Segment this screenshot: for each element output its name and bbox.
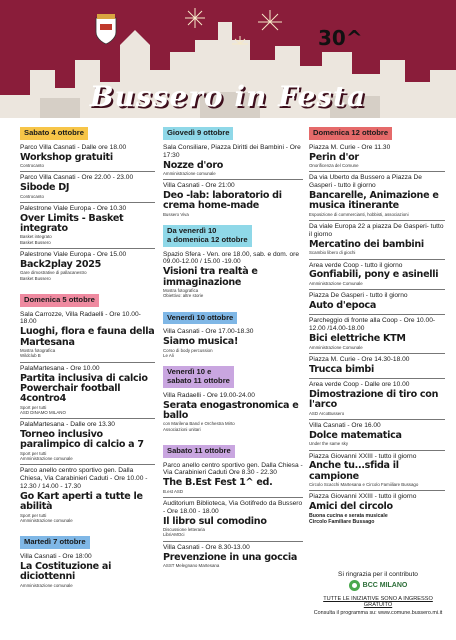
event-place: Villa Casnati - Ore 17.00-18.30 <box>163 328 254 336</box>
event-name: Go Kart aperti a tutte le abilità <box>20 491 143 513</box>
event-item <box>309 221 445 259</box>
event-place: PalaMartesana - Ore 10.00 <box>20 364 100 372</box>
event-place: Parco Villa Casnati - Ore 22.00 - 23.00 <box>20 174 134 182</box>
event-place: Auditorium Biblioteca, Via Gotifredo da Bussero - Ore 18.00 - 18.00 <box>163 499 303 515</box>
event-note: Amministrazione comunale <box>163 170 216 176</box>
event-place: Parco anello centro sportivo gen. Dalla Chiesa, Via Carabinieri Caduti - Ore 10.00 - 12.30 / 14.00 - 17.30 <box>20 467 148 491</box>
edition-badge: 30^ <box>318 26 363 50</box>
event-item <box>20 142 155 173</box>
event-name: Gonfiabili, pony e asinelli <box>309 269 439 281</box>
event-place: Sala Consiliare, Piazza Diritti dei Bambini - Ore 17:30 <box>163 143 301 159</box>
event-note: Scambio libero di giochi <box>309 250 356 256</box>
event-name: Mercatino dei bambini <box>309 238 424 250</box>
event-name: Dolce matematica <box>309 429 402 441</box>
event-name: Nozze d'oro <box>163 159 224 171</box>
event-note: Esposizione di commercianti, hobbisti, associazioni <box>309 211 409 217</box>
event-item <box>309 290 445 315</box>
day-header: Giovedì 9 ottobre <box>163 127 233 140</box>
event-place: Palestrone Viale Europa - Ore 10.30 <box>20 204 127 212</box>
event-name: Deo -lab: laboratorio di crema home-made <box>163 190 282 212</box>
event-name: Prevenzione in una goccia <box>163 551 298 563</box>
day-header: Sabato 11 ottobre <box>163 445 235 458</box>
sponsor-logo <box>309 580 447 591</box>
event-place: Parco Villa Casnati - Dalle ore 18.00 <box>20 143 127 151</box>
event-item <box>20 465 155 526</box>
event-item <box>309 172 445 221</box>
column-2 <box>163 122 303 576</box>
event-place: Palestrone Viale Europa - Ore 15.00 <box>20 251 127 258</box>
event-item <box>163 542 303 572</box>
event-name: Amici del circolo <box>309 501 393 513</box>
event-name: The B.Est Fest 1^ ed. <box>163 477 273 489</box>
day-header: Venerdì 10 e sabato 11 ottobre <box>163 366 234 387</box>
event-item <box>20 172 155 203</box>
event-name: Anche tu...sfida il campione <box>309 460 399 482</box>
free-entry-note: TUTTE LE INIZIATIVE SONO A INGRESSO GRATUITO <box>323 596 433 608</box>
event-note: Gare dimostrative di pallacanestro Basket Bussero <box>20 270 87 281</box>
event-place: Spazio Sfera - Ven. ore 18.00, sab. e dom. ore 09.00-12.00 / 15.00 -19.00 <box>163 250 299 266</box>
day-header: Martedì 7 ottobre <box>20 536 90 549</box>
day-section <box>163 366 303 435</box>
event-item <box>20 551 155 591</box>
event-note: Mostra fotografica Obiettivo: altre storie <box>163 288 204 299</box>
day-header: Sabato 4 ottobre <box>20 127 88 140</box>
day-section <box>20 531 155 591</box>
day-section <box>20 122 155 284</box>
header-banner <box>0 0 456 118</box>
event-note: Sport per tutti Amministrazione comunale <box>20 512 73 524</box>
event-note: Under the same sky <box>309 441 349 447</box>
event-place: Piazza Giovanni XXIII - tutto il giorno <box>309 493 417 501</box>
event-note: Sport per tutti Amministrazione comunale <box>20 450 73 462</box>
event-name: Siamo musica! <box>163 336 239 348</box>
event-place: Parcheggio di fronte alla Coop - Ore 10.00-12.00 /14.00-18.00 <box>309 317 436 333</box>
day-header: Domenica 5 ottobre <box>20 294 99 307</box>
event-name: Serata enogastronomica e ballo <box>163 399 299 421</box>
event-item <box>163 180 303 220</box>
event-note: Mostra fotografica Wildclub B <box>20 348 56 359</box>
event-place: Villa Casnati - Ore 8.30-13.00 <box>163 543 250 551</box>
event-item <box>20 309 155 363</box>
event-item <box>309 379 445 420</box>
event-name: Workshop gratuiti <box>20 151 113 163</box>
event-name: Over Limits - Basket integrato <box>20 212 124 235</box>
day-section <box>163 225 303 302</box>
sponsor-box <box>309 571 447 616</box>
event-place: PalaMartesana - Dalle ore 13.30 <box>20 421 115 429</box>
event-place: Area verde Coop - tutto il giorno <box>309 261 403 269</box>
event-place: Da via Uberto da Bussero a Piazza De Gasperi - tutto il giorno <box>309 174 422 190</box>
column-3 <box>309 122 445 533</box>
event-item <box>20 249 155 284</box>
event-item <box>309 451 445 492</box>
event-place: Area verde Coop - Dalle ore 10.00 <box>309 381 410 389</box>
event-item <box>309 420 445 451</box>
bcc-logo-icon <box>349 580 360 591</box>
event-note: Controcanto <box>20 162 44 168</box>
day-section <box>163 307 303 362</box>
event-place: Villa Casnati - Ore 16.00 <box>309 421 381 429</box>
event-note: Basket integrato Basket Bussero <box>20 234 52 245</box>
event-name: Dimostrazione di tiro con l'arco <box>309 388 439 411</box>
sponsor-name: BCC MILANO <box>362 582 408 589</box>
event-place: Parco anello centro sportivo gen. Dalla Chiesa - Via Carabinieri Caduti Ore 8.30 - 22.30 <box>163 461 303 477</box>
event-note: B.est ASD <box>163 488 184 494</box>
event-note: ASST Melegnano Martesana <box>163 562 220 568</box>
event-place: Piazza M. Curie - Ore 11.30 <box>309 143 391 151</box>
event-note: Buona cucina e serata musicale Circolo Familiare Bussago <box>309 512 388 525</box>
event-note: Sport per tutti ASD DINAMO MILANO <box>20 404 66 415</box>
event-name: Bici elettriche KTM <box>309 333 406 345</box>
event-item <box>163 498 303 542</box>
event-item <box>20 203 155 249</box>
sponsor-thanks: Si ringrazia per il contributo <box>338 571 418 578</box>
event-note: Bussero Viva <box>163 211 189 217</box>
event-name: Sibode DJ <box>20 182 70 194</box>
day-section <box>20 289 155 527</box>
day-section <box>163 122 303 220</box>
event-place: Piazza De Gasperi - tutto il giorno <box>309 292 408 300</box>
day-section <box>163 440 303 571</box>
event-name: Partita inclusiva di calcio Powerchair football 4contro4 <box>20 372 148 405</box>
event-note: Amministrazione Comunale <box>309 280 363 286</box>
event-item <box>163 249 303 302</box>
coat-of-arms-icon <box>96 14 116 44</box>
event-name: Back2play 2025 <box>20 258 101 270</box>
event-place: Sala Carrozze, Villa Radaelli - Ore 10.00-18.00 <box>20 310 141 326</box>
event-item <box>309 142 445 173</box>
event-item <box>309 260 445 291</box>
page-title: Bussero in Festa <box>89 80 367 113</box>
column-1 <box>20 122 155 596</box>
event-item <box>20 363 155 420</box>
event-note: Circolo Scacchi Martesana e Circolo Famiiliare Bussago <box>309 482 419 488</box>
event-name: La Costituzione ai diciottenni <box>20 561 112 583</box>
event-note: Amministrazione comunale <box>20 582 73 588</box>
event-name: Perin d'or <box>309 151 359 163</box>
event-place: Villa Casnati - Ore 18:00 <box>20 553 92 561</box>
event-item <box>163 460 303 498</box>
event-place: Villa Radaelli - Ore 19.00-24.00 <box>163 391 255 399</box>
event-name: Trucca bimbi <box>309 363 374 375</box>
event-note: Corso di body percussion Le Ali <box>163 347 213 358</box>
event-note: Onorificenza del Comune <box>309 162 359 168</box>
event-item <box>163 326 303 361</box>
event-name: Bancarelle, Animazione e musica itinerante <box>309 190 439 212</box>
event-note: ASD ArcoBussero <box>309 410 345 416</box>
day-header: Da venerdì 10 a domenica 12 ottobre <box>163 225 252 246</box>
event-item <box>309 491 445 528</box>
day-header: Domenica 12 ottobre <box>309 127 392 140</box>
event-name: Torneo inclusivo paralimpico di calcio a 7 <box>20 429 144 451</box>
event-place: Piazza Giovanni XXIII - tutto il giorno <box>309 452 417 460</box>
program-site: Consulta il programma su: www.comune.bussero.mi.it <box>313 610 443 616</box>
day-section <box>309 122 445 528</box>
event-item <box>309 315 445 353</box>
event-item <box>163 142 303 180</box>
event-item <box>20 419 155 465</box>
event-note: Amministrazione Comunale <box>309 344 363 350</box>
event-name: Il libro sul comodino <box>163 515 267 527</box>
event-place: Villa Casnati - Ore 21:00 <box>163 182 235 190</box>
event-note: Discussione letteraria LibriAMOci <box>163 527 205 538</box>
event-name: Auto d'epoca <box>309 299 377 311</box>
event-item <box>309 354 445 379</box>
event-note: con Marilena Band e Orchestra Mirto Associazioni unitari <box>163 421 235 432</box>
event-place: Piazza M. Curie - Ore 14.30-18.00 <box>309 355 410 363</box>
event-name: Visioni tra realtà e immaginazione <box>163 266 258 288</box>
event-note: Controcanto <box>20 193 44 199</box>
day-header: Venerdì 10 ottobre <box>163 312 237 325</box>
event-item <box>163 390 303 435</box>
event-name: Luoghi, flora e fauna della Martesana <box>20 326 155 348</box>
event-place: Da viale Europa 22 a piazza De Gasperi- tutto il giorno <box>309 223 444 238</box>
